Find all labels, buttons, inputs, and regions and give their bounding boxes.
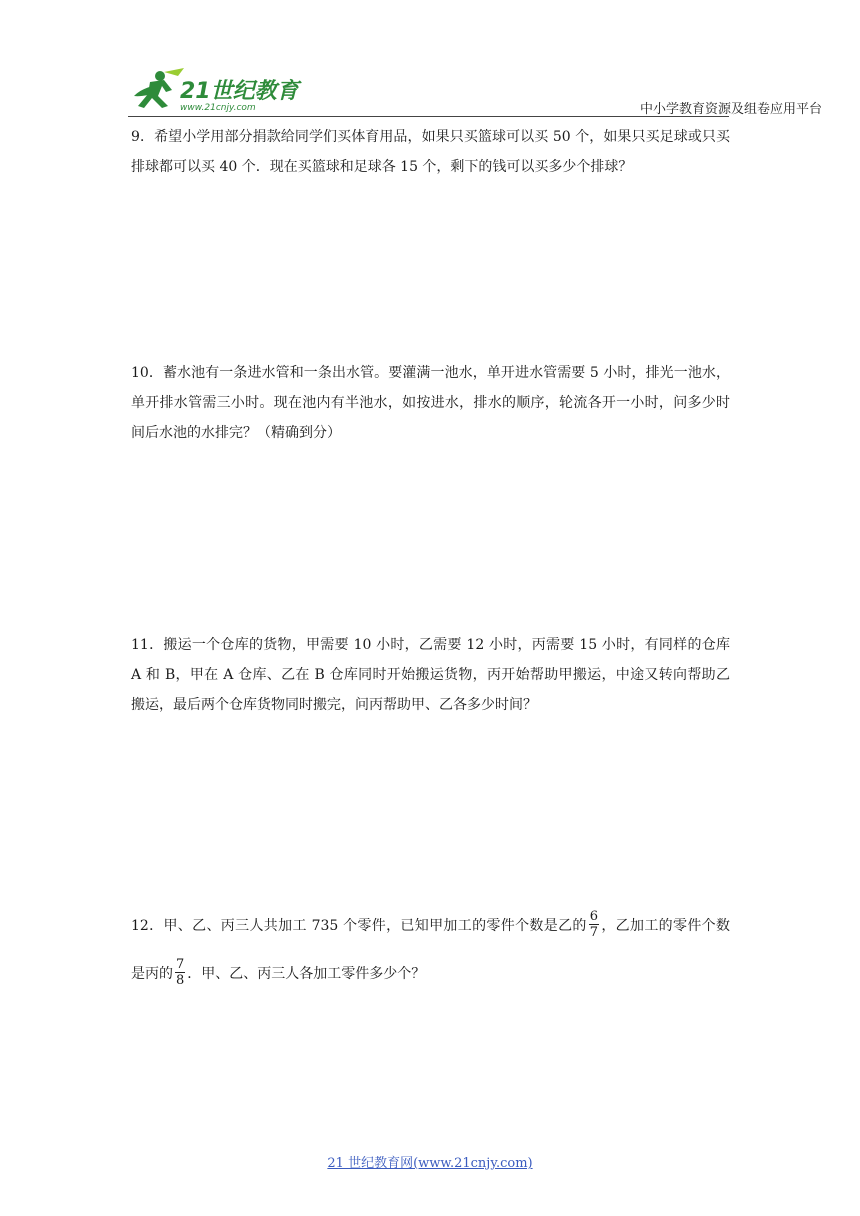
runner-icon (134, 68, 184, 108)
fraction-seven-eighths (175, 957, 185, 988)
question-12-text-part1: 12．甲、乙、丙三人共加工 735 个零件，已知甲加工的零件个数是乙的 (131, 918, 587, 934)
question-12-text-part2: ，乙加工的零件个数是丙的 (131, 918, 731, 982)
question-11: 11．搬运一个仓库的货物，甲需要 10 小时，乙需要 12 小时，丙需要 15 小时，有同样的仓库 A 和 B，甲在 A 仓库、乙在 B 仓库同时开始搬运货物，丙开始帮助甲搬运，中途又转向帮助乙搬运，最后两个仓库货物同时搬完，问丙帮助甲、乙各多少时间？ (131, 637, 730, 713)
question-12-text-part3: ．甲、乙、丙三人各加工零件多少个？ (187, 966, 426, 982)
logo-text: 21世纪教育 (180, 79, 299, 104)
footer-link[interactable]: 21 世纪教育网(www.21cnjy.com) (327, 1156, 533, 1171)
header-divider (128, 116, 729, 117)
page-header (128, 66, 822, 122)
fraction-six-sevenths (589, 909, 599, 940)
logo (128, 66, 303, 116)
fraction-numerator: 6 (589, 908, 599, 924)
question-12 (131, 902, 730, 998)
question-10: 10．蓄水池有一条进水管和一条出水管。要灌满一池水，单开进水管需要 5 小时，排光一池水，单开排水管需三小时。现在池内有半池水，如按进水，排水的顺序，轮流各开一小时，问多少时间后水池的水排完？（精确到分） (131, 365, 730, 441)
fraction-denominator: 7 (589, 924, 599, 940)
question-9: 9．希望小学用部分捐款给同学们买体育用品，如果只买篮球可以买 50 个，如果只买足球或只买排球都可以买 40 个．现在买篮球和足球各 15 个，剩下的钱可以买多少个排球？ (131, 129, 730, 175)
fraction-denominator: 8 (176, 972, 185, 988)
header-platform-name: 中小学教育资源及组卷应用平台 (639, 102, 822, 117)
fraction-numerator: 7 (176, 956, 185, 972)
logo-url-text: www.21cnjy.com (180, 103, 256, 113)
